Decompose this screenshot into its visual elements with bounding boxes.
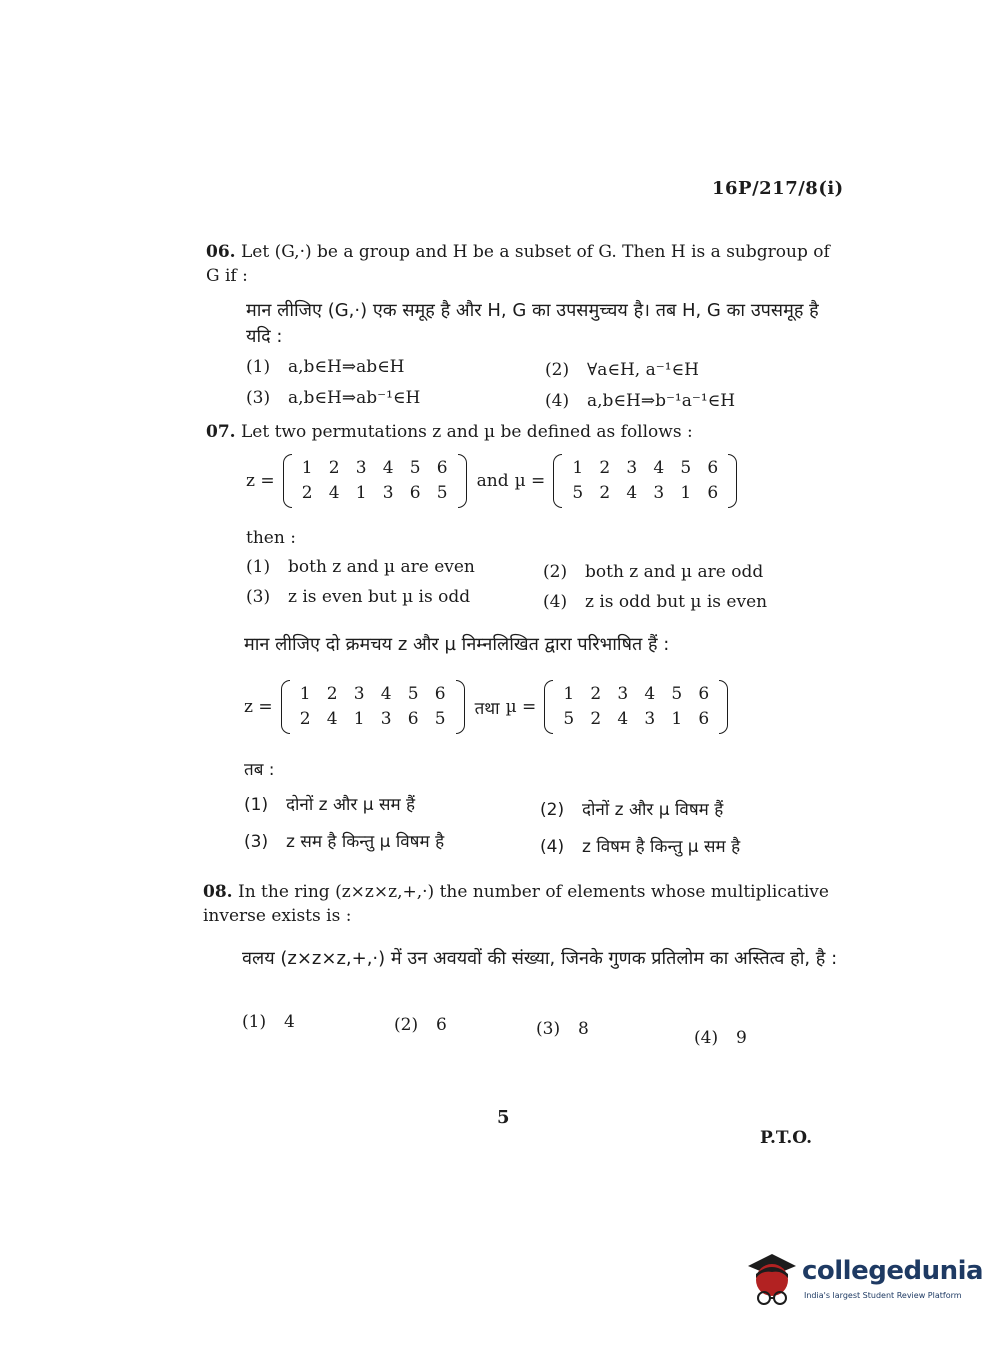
matrix-cell: 4 [382,458,394,478]
matrix-cell: 6 [436,458,448,478]
q07-option-2[interactable] [543,562,763,582]
q07-hindi-option-1[interactable] [244,792,415,815]
matrix-cell: 6 [698,709,710,729]
permutation-definition-hi [244,680,732,734]
matrix-cell: 3 [355,458,367,478]
mu-label: µ = [514,471,546,491]
option-text: दोनों z और µ विषम हैं [582,800,724,820]
option-text: both z and µ are odd [585,562,764,582]
q08-option-3[interactable] [536,1019,589,1039]
matrix-cell: 4 [644,684,656,704]
matrix-cell: 4 [326,709,338,729]
q07-hindi-option-4[interactable] [540,834,740,857]
option-text: दोनों z और µ सम हैं [286,795,416,815]
paper-code: 16P/217/8(i) [712,178,844,199]
matrix-cell: 2 [590,709,602,729]
matrix-row [292,707,454,732]
matrix-cell: 5 [409,458,421,478]
option-text: 8 [578,1019,589,1039]
and-word: and [476,471,509,491]
option-text: z is even but µ is odd [288,587,471,607]
question-08-hindi: वलय (z×z×z,+,·) में उन अवयवों की संख्या, जिनके गुणक प्रतिलोम का अस्तित्व हो, है : [242,948,838,969]
matrix-cell: 3 [380,709,392,729]
matrix-cell: 2 [326,684,338,704]
matrix-cell: 6 [407,709,419,729]
question-07-hindi: मान लीजिए दो क्रमचय z और µ निम्नलिखित द्वारा परिभाषित हैं : [244,634,670,655]
q07-hindi-option-2[interactable] [540,797,723,820]
matrix-cell: 1 [355,483,367,503]
option-number: (2) [545,360,570,380]
matrix-cell: 2 [590,684,602,704]
option-number: (2) [540,800,565,820]
matrix-cell: 3 [626,458,638,478]
matrix-cell: 5 [671,684,683,704]
matrix-cell: 4 [626,483,638,503]
question-06 [206,240,836,288]
matrix-cell: 3 [644,709,656,729]
option-number: (1) [242,1012,267,1032]
matrix-cell: 4 [380,684,392,704]
matrix-cell: 4 [617,709,629,729]
matrix-cell: 1 [671,709,683,729]
q07-then-hi: तब : [244,760,275,780]
matrix-cell: 3 [653,483,665,503]
matrix-cell: 2 [299,709,311,729]
option-text: a,b∈H⇒ab⁻¹∈H [288,388,421,408]
logo-mascot-icon [742,1250,800,1310]
option-number: (1) [244,795,269,815]
matrix-row [564,456,726,481]
option-number: (4) [540,837,565,857]
matrix-cell: 1 [572,458,584,478]
mu-label: µ = [505,697,537,717]
question-06-hindi: मान लीजिए (G,·) एक समूह है और H, G का उपसमुच्चय है। तब H, G का उपसमूह है यदि : [246,300,819,347]
q07-hindi-option-3[interactable] [244,829,444,852]
q06-option-2[interactable] [545,360,699,380]
matrix-cell: 2 [301,483,313,503]
mu-matrix [544,680,728,734]
matrix-cell: 2 [328,458,340,478]
z-matrix [283,454,467,508]
matrix-cell: 6 [707,458,719,478]
matrix-cell: 2 [599,458,611,478]
option-number: (3) [246,587,271,607]
matrix-row [292,682,454,707]
matrix-cell: 3 [382,483,394,503]
option-number: (4) [694,1028,719,1048]
matrix-row [555,682,717,707]
option-text: z विषम है किन्तु µ सम है [582,837,741,857]
matrix-cell: 1 [301,458,313,478]
question-number: 08. [203,882,233,902]
matrix-cell: 3 [617,684,629,704]
z-label: z = [246,471,275,491]
question-number: 06. [206,242,236,262]
matrix-cell: 6 [698,684,710,704]
option-text: a,b∈H⇒ab∈H [288,357,405,377]
matrix-cell: 6 [434,684,446,704]
option-number: (1) [246,357,271,377]
option-number: (4) [543,592,568,612]
option-text: 9 [736,1028,747,1048]
matrix-cell: 5 [572,483,584,503]
question-text-en: In the ring (z×z×z,+,·) the number of elements whose multiplicative inverse exists is : [203,882,829,926]
q06-option-3[interactable] [246,388,420,408]
matrix-cell: 6 [707,483,719,503]
matrix-cell: 5 [680,458,692,478]
matrix-cell: 4 [328,483,340,503]
collegedunia-logo[interactable] [742,1250,984,1310]
option-text: 6 [436,1015,447,1035]
q07-then-en: then : [246,528,296,548]
option-text: ∀a∈H, a⁻¹∈H [587,360,699,380]
matrix-cell: 5 [436,483,448,503]
permutation-definition-en [246,454,741,508]
matrix-cell: 5 [407,684,419,704]
option-number: (2) [394,1015,419,1035]
question-text-en: Let two permutations z and µ be defined as follows : [240,422,693,442]
q08-option-4[interactable] [694,1028,747,1048]
option-number: (4) [545,391,570,411]
q07-option-3[interactable] [246,587,470,607]
question-text-en: Let (G,·) be a group and H be a subset of G. Then H is a subgroup of G if : [206,242,830,286]
and-word-hindi: तथा [474,698,500,719]
q08-option-1[interactable] [242,1012,295,1032]
matrix-row [294,456,456,481]
z-matrix [281,680,465,734]
matrix-cell: 1 [299,684,311,704]
q08-option-2[interactable] [394,1015,447,1035]
matrix-cell: 5 [434,709,446,729]
q06-option-4[interactable] [545,391,735,411]
matrix-cell: 3 [353,684,365,704]
mu-matrix [553,454,737,508]
matrix-row [294,481,456,506]
matrix-cell: 2 [599,483,611,503]
option-text: a,b∈H⇒b⁻¹a⁻¹∈H [587,391,736,411]
matrix-cell: 5 [563,709,575,729]
matrix-cell: 1 [563,684,575,704]
option-text: both z and µ are even [288,557,475,577]
option-number: (3) [536,1019,561,1039]
matrix-cell: 6 [409,483,421,503]
matrix-cell: 4 [653,458,665,478]
question-07 [206,420,836,444]
matrix-row [564,481,726,506]
logo-name: collegedunia [802,1256,984,1286]
option-number: (2) [543,562,568,582]
option-text: z सम है किन्तु µ विषम है [286,832,445,852]
option-number: (1) [246,557,271,577]
q06-option-1[interactable] [246,357,405,377]
matrix-cell: 1 [680,483,692,503]
q07-option-4[interactable] [543,592,767,612]
matrix-row [555,707,717,732]
option-text: z is odd but µ is even [585,592,768,612]
option-number: (3) [244,832,269,852]
page-number: 5 [497,1107,510,1128]
pto-label: P.T.O. [760,1128,812,1148]
q07-option-1[interactable] [246,557,475,577]
z-label: z = [244,697,273,717]
logo-tagline: India's largest Student Review Platform [804,1291,962,1300]
option-number: (3) [246,388,271,408]
matrix-cell: 1 [353,709,365,729]
question-08 [203,880,843,928]
question-number: 07. [206,422,236,442]
option-text: 4 [284,1012,295,1032]
